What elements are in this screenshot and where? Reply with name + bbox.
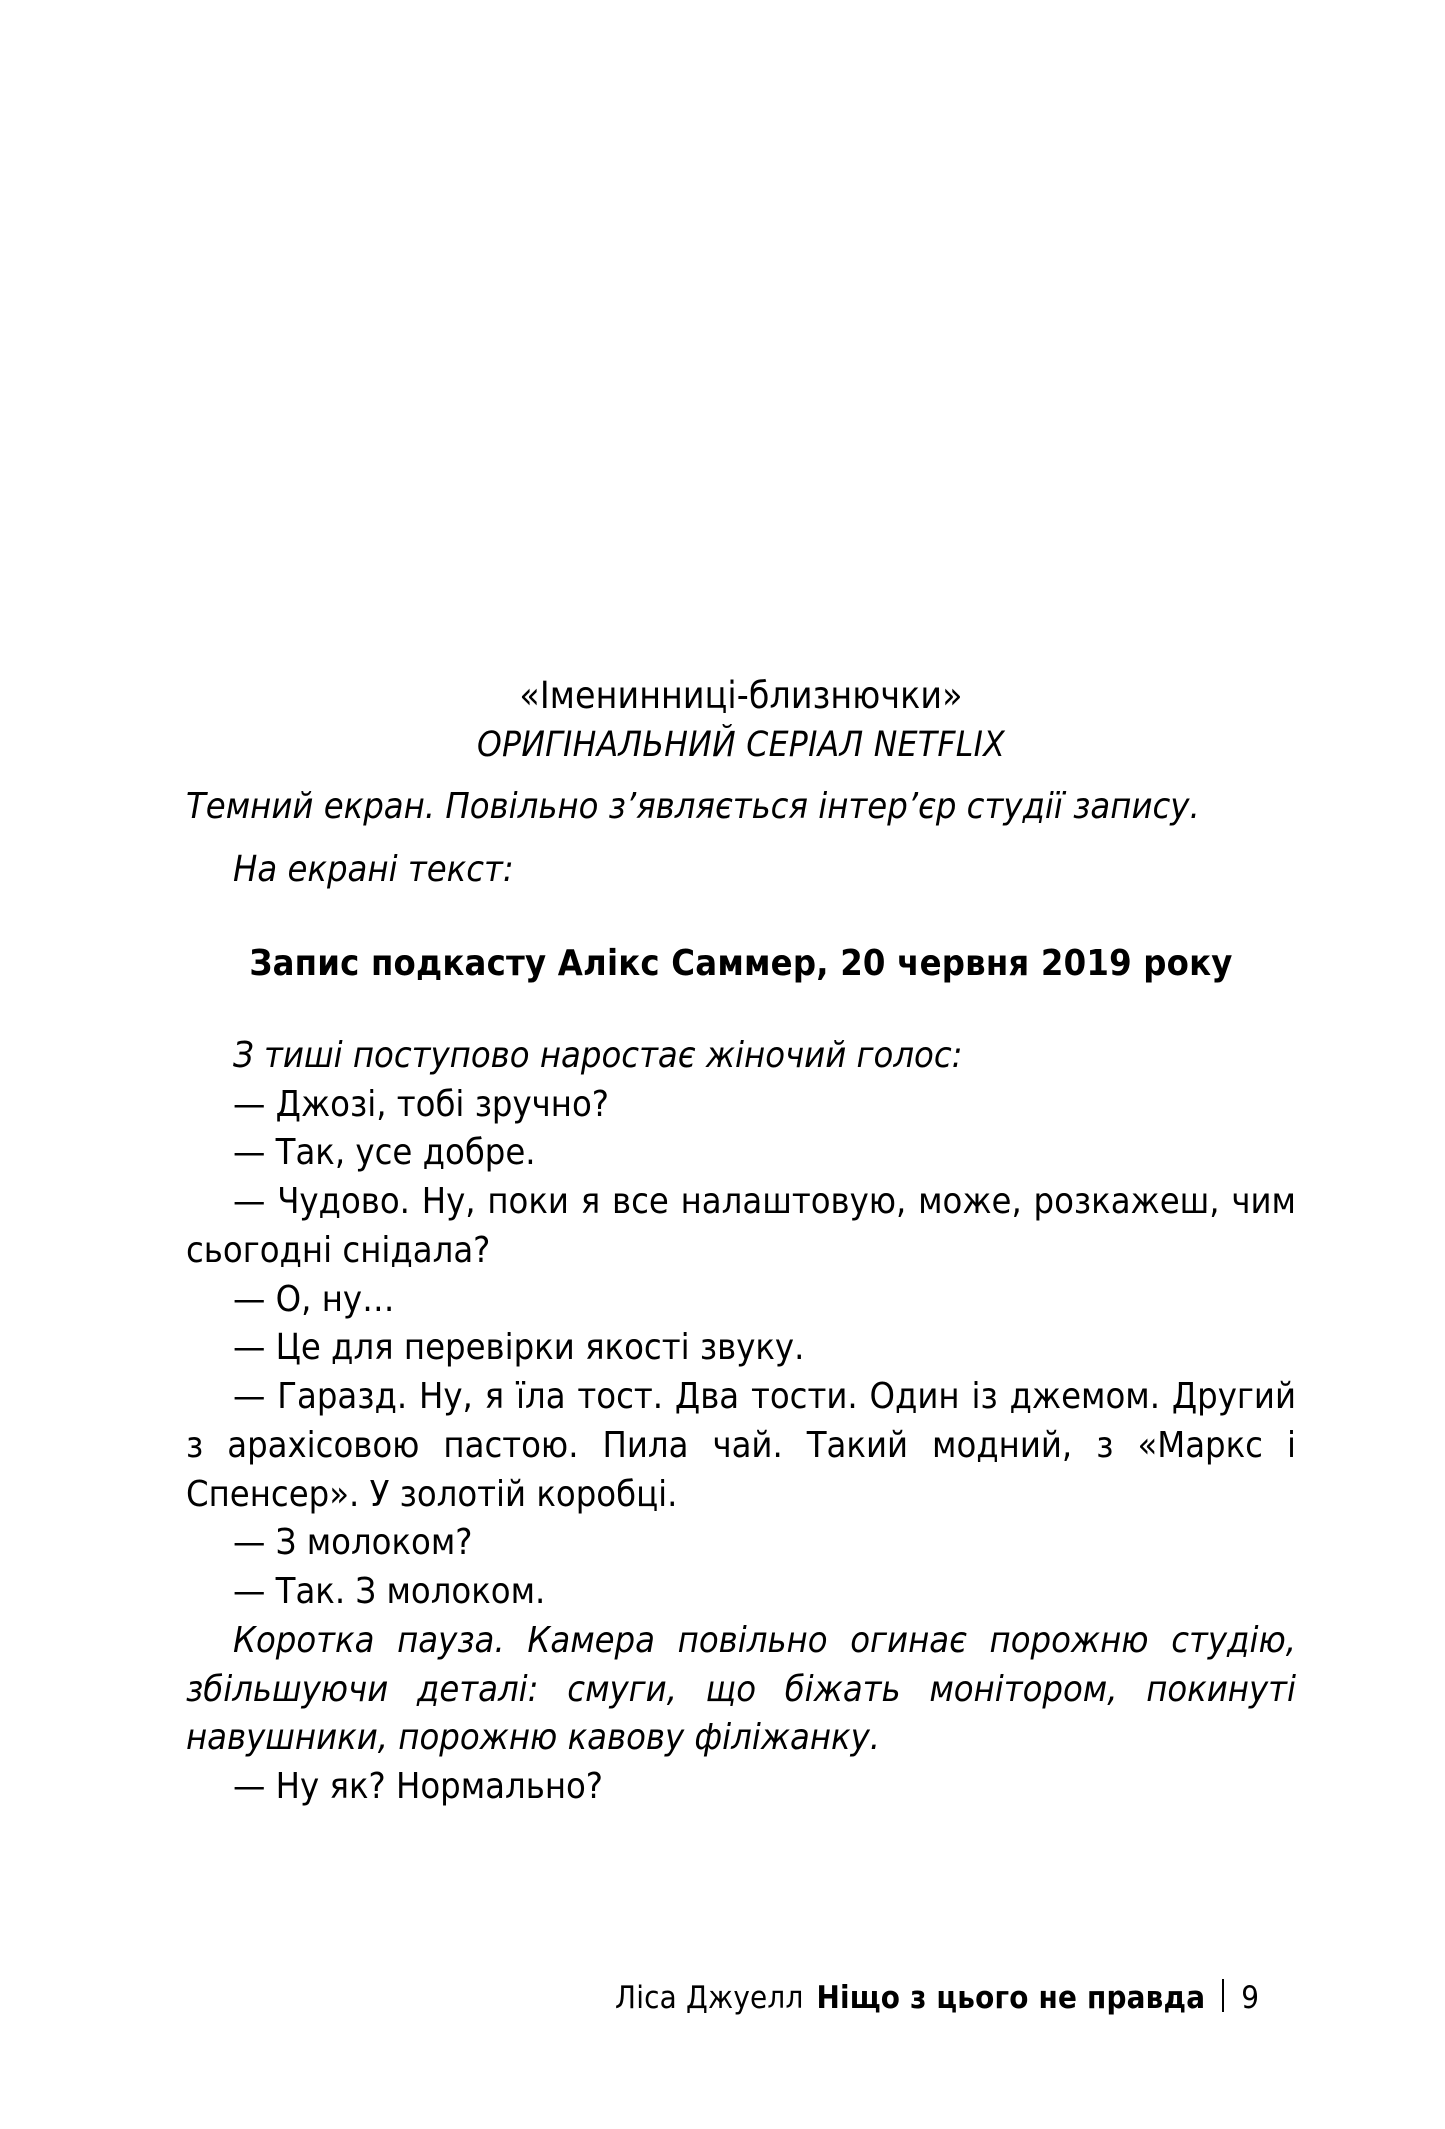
scene-subtitle: ОРИГІНАЛЬНИЙ СЕРІАЛ NETFLIX <box>476 725 1006 766</box>
stage-direction-pause: Коротка пауза. Камера повільно огинає порожню студію, збільшуючи деталі: смуги, що біжать монітором, покинуті навушники, порожню кавову філіжанку. <box>186 1619 1296 1759</box>
transcript-line: — О, ну… <box>233 1278 395 1320</box>
footer-author: Ліса Джуелл <box>615 1980 804 2016</box>
page-footer <box>186 1975 1259 2016</box>
footer-book-title: Ніщо з цього не правда <box>816 1980 1206 2016</box>
footer-divider <box>1222 1979 1224 2012</box>
page-number: 9 <box>1241 1980 1259 2016</box>
transcript-line: З тиші поступово наростає жіночий голос: <box>233 1034 963 1076</box>
transcript-line: — Гаразд. Ну, я їла тост. Два тости. Один із джемом. Другий з арахісовою пастою. Пила чай. Такий модний, з «Маркс і Спенсер». У золотій коробці. <box>186 1376 1296 1515</box>
transcript-line: — З молоком? <box>233 1522 473 1564</box>
transcript-line: — Так, усе добре. <box>233 1132 536 1174</box>
transcript-line: — Чудово. Ну, поки я все налаштовую, може, розкажеш, чим сьогодні снідала? <box>186 1181 1296 1271</box>
stage-direction-screen-text: На екрані текст: <box>233 848 514 890</box>
stage-direction-opening: Темний екран. Повільно з’являється інтер’єр студії запису. <box>186 785 1200 827</box>
scene-title: «Іменинниці-близнючки» <box>519 674 963 717</box>
page-text-block <box>186 672 1296 1812</box>
transcript-line: — Джозі, тобі зручно? <box>233 1083 609 1125</box>
recording-heading: Запис подкасту Алікс Саммер, 20 червня 2019 року <box>249 942 1233 984</box>
transcript-line: — Ну як? Нормально? <box>233 1766 604 1808</box>
transcript-line: — Це для перевірки якості звуку. <box>233 1327 805 1369</box>
transcript-line: — Так. З молоком. <box>233 1571 546 1613</box>
